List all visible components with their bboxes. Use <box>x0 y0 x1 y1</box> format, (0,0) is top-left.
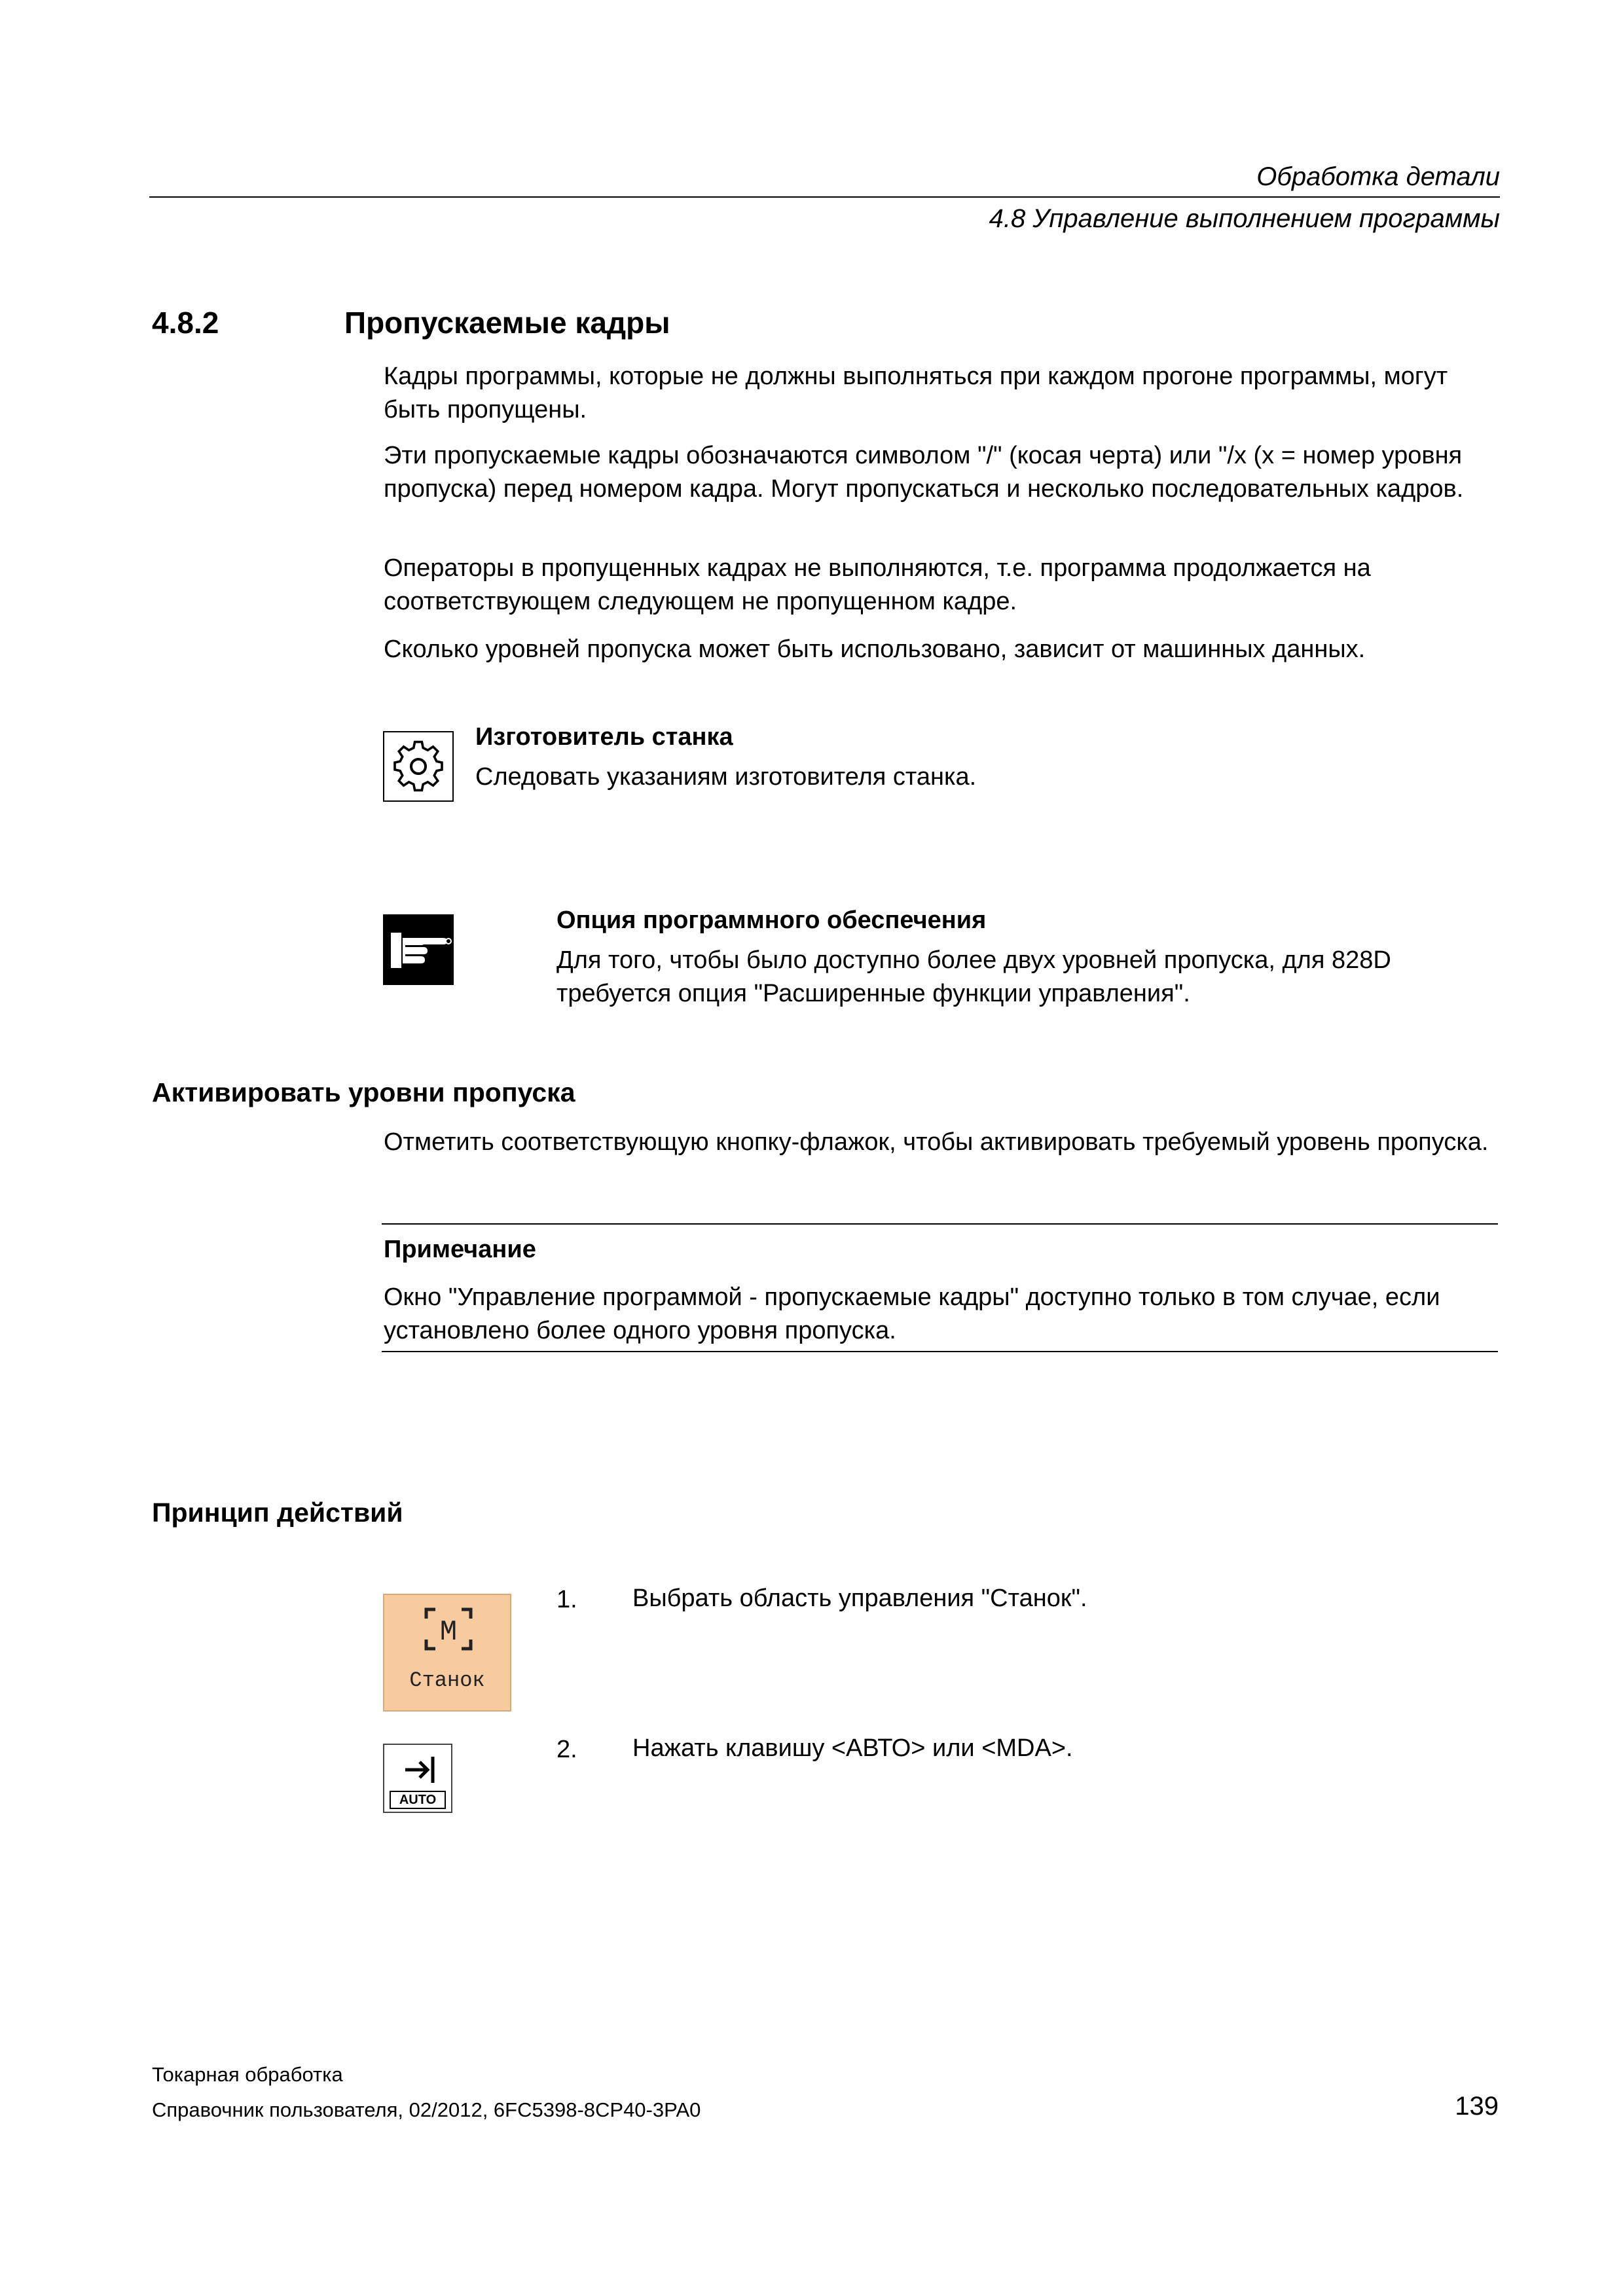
gear-icon <box>383 731 454 802</box>
note-text: Окно "Управление программой - пропускаемые кадры" доступно только в том случае, если установлено более одного уровня пропуска. <box>384 1283 1440 1344</box>
procedure-heading: Принцип действий <box>152 1498 403 1528</box>
paragraph-1: Кадры программы, которые не должны выполняться при каждом прогоне программы, могут быть пропущены. <box>384 363 1448 423</box>
footer-line-2: Справочник пользователя, 02/2012, 6FC5398-8CP40-3PA0 <box>152 2098 701 2121</box>
software-option-text: Для того, чтобы было доступно более двух уровней пропуска, для 828D требуется опция "Расширенные функции управления". <box>556 946 1391 1007</box>
step-2-number: 2. <box>556 1736 577 1763</box>
section-number: 4.8.2 <box>152 306 219 340</box>
activate-heading: Активировать уровни пропуска <box>152 1077 575 1107</box>
step-1-text: Выбрать область управления "Станок". <box>632 1585 1087 1612</box>
manufacturer-note-title: Изготовитель станка <box>475 723 733 751</box>
software-option-title: Опция программного обеспечения <box>556 906 987 934</box>
note-bottom-rule <box>382 1351 1498 1352</box>
header-rule <box>149 196 1500 198</box>
manufacturer-note-text: Следовать указаниям изготовителя станка. <box>475 763 977 791</box>
paragraph-4: Сколько уровней пропуска может быть использовано, зависит от машинных данных. <box>384 636 1366 663</box>
note-title: Примечание <box>384 1236 536 1263</box>
paragraph-2: Эти пропускаемые кадры обозначаются символом "/" (косая черта) или "/x (x = номер уровня пропуска) перед номером кадра. Могут пропускаться и несколько последовательных кадров. <box>384 442 1464 503</box>
machine-key-label: Станок <box>409 1668 485 1693</box>
machine-key-icon[interactable] <box>383 1594 511 1712</box>
note-top-rule <box>382 1223 1498 1225</box>
activate-text: Отметить соответствующую кнопку-флажок, чтобы активировать требуемый уровень пропуска. <box>384 1128 1489 1156</box>
paragraph-3: Операторы в пропущенных кадрах не выполняются, т.е. программа продолжается на соответствующем следующем не пропущенном кадре. <box>384 554 1371 615</box>
machine-key-glyph: M <box>439 1616 458 1649</box>
step-2-text: Нажать клавишу <АВТО> или <MDA>. <box>632 1734 1073 1762</box>
pointing-hand-icon <box>383 914 454 985</box>
footer-line-1: Токарная обработка <box>152 2063 343 2086</box>
auto-key-label: AUTO <box>390 1791 446 1809</box>
header-chapter: Обработка детали <box>1256 162 1500 191</box>
auto-key-icon[interactable] <box>383 1744 452 1813</box>
header-section: 4.8 Управление выполнением программы <box>989 204 1500 233</box>
page-number: 139 <box>1455 2092 1499 2121</box>
section-title: Пропускаемые кадры <box>344 306 670 340</box>
step-1-number: 1. <box>556 1586 577 1613</box>
